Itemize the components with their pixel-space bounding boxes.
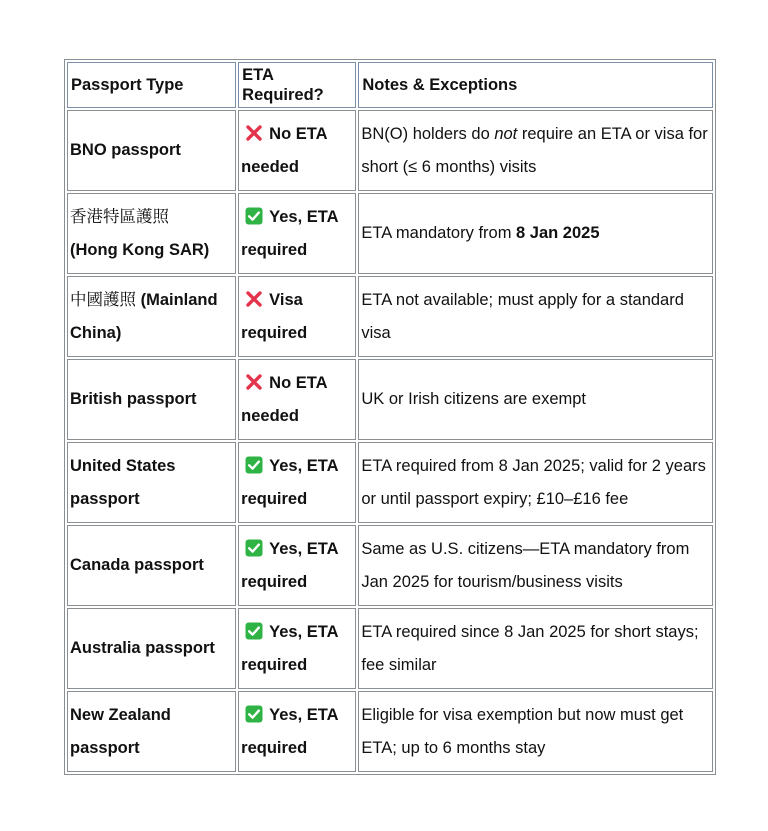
eta-status-line2: required <box>241 489 308 508</box>
eta-required-cell <box>238 525 356 606</box>
eta-status-line2: required <box>241 240 308 259</box>
table-row <box>67 110 713 191</box>
eta-status-line2: required <box>241 738 308 757</box>
eta-status-line1: No ETA <box>269 124 328 143</box>
eta-status-line1: Yes, ETA <box>269 539 339 558</box>
notes-cell <box>358 193 713 274</box>
passport-type-cell: BNO passport <box>67 110 236 191</box>
header-passport-type: Passport Type <box>67 62 236 108</box>
table-row <box>67 359 713 440</box>
passport-type-cell: British passport <box>67 359 236 440</box>
eta-status-line2: required <box>241 323 308 342</box>
cross-icon <box>245 124 263 142</box>
notes-cell: ETA not available; must apply for a standard visa <box>358 276 713 357</box>
check-icon <box>245 456 263 474</box>
eta-status-line1: Yes, ETA <box>269 705 339 724</box>
notes-cell: UK or Irish citizens are exempt <box>358 359 713 440</box>
cross-icon <box>245 373 263 391</box>
passport-name-cjk: 中國護照 <box>70 290 136 309</box>
passport-type-cell <box>67 276 236 357</box>
passport-name-en: (Mainland China) <box>70 290 218 342</box>
eta-status-line1: Yes, ETA <box>269 622 339 641</box>
eta-status-line2: needed <box>241 406 299 425</box>
eta-required-cell <box>238 442 356 523</box>
notes-cell: ETA required from 8 Jan 2025; valid for 2 years or until passport expiry; £10–£16 fee <box>358 442 713 523</box>
check-icon <box>245 539 263 557</box>
notes-cell: Eligible for visa exemption but now must get ETA; up to 6 months stay <box>358 691 713 772</box>
notes-text: ETA mandatory from <box>361 224 517 242</box>
eta-required-cell <box>238 110 356 191</box>
check-icon <box>245 705 263 723</box>
passport-name-cjk: 香港特區護照 <box>70 207 169 226</box>
eta-required-cell <box>238 608 356 689</box>
eta-status-line2: required <box>241 572 308 591</box>
table-row <box>67 608 713 689</box>
eta-status-line1: Yes, ETA <box>269 456 339 475</box>
eta-required-cell <box>238 193 356 274</box>
passport-name-en: (Hong Kong SAR) <box>70 240 210 259</box>
passport-type-cell: New Zealand passport <box>67 691 236 772</box>
table-row <box>67 442 713 523</box>
notes-text: require an ETA or visa for short (≤ 6 months) visits <box>361 124 708 176</box>
eta-requirements-table <box>64 59 716 775</box>
cross-icon <box>245 290 263 308</box>
check-icon <box>245 622 263 640</box>
passport-type-cell: Canada passport <box>67 525 236 606</box>
notes-cell: Same as U.S. citizens—ETA mandatory from Jan 2025 for tourism/business visits <box>358 525 713 606</box>
header-notes: Notes & Exceptions <box>358 62 713 108</box>
notes-cell: ETA required since 8 Jan 2025 for short stays; fee similar <box>358 608 713 689</box>
eta-required-cell <box>238 691 356 772</box>
table-row <box>67 691 713 772</box>
passport-type-cell <box>67 193 236 274</box>
eta-status-line2: needed <box>241 157 299 176</box>
passport-type-cell: United States passport <box>67 442 236 523</box>
notes-emphasis: not <box>494 124 518 143</box>
notes-text: BN(O) holders do <box>361 124 495 143</box>
eta-required-cell <box>238 359 356 440</box>
eta-status-line1: Visa <box>269 290 303 309</box>
passport-type-cell: Australia passport <box>67 608 236 689</box>
table-row <box>67 276 713 357</box>
notes-date: 8 Jan 2025 <box>516 224 600 242</box>
table-row <box>67 525 713 606</box>
table-header-row <box>67 62 713 108</box>
eta-status-line2: required <box>241 655 308 674</box>
eta-status-line1: Yes, ETA <box>269 207 339 226</box>
check-icon <box>245 207 263 225</box>
table-row <box>67 193 713 274</box>
header-eta-required: ETA Required? <box>238 62 356 108</box>
notes-cell <box>358 110 713 191</box>
eta-required-cell <box>238 276 356 357</box>
eta-status-line1: No ETA <box>269 373 328 392</box>
